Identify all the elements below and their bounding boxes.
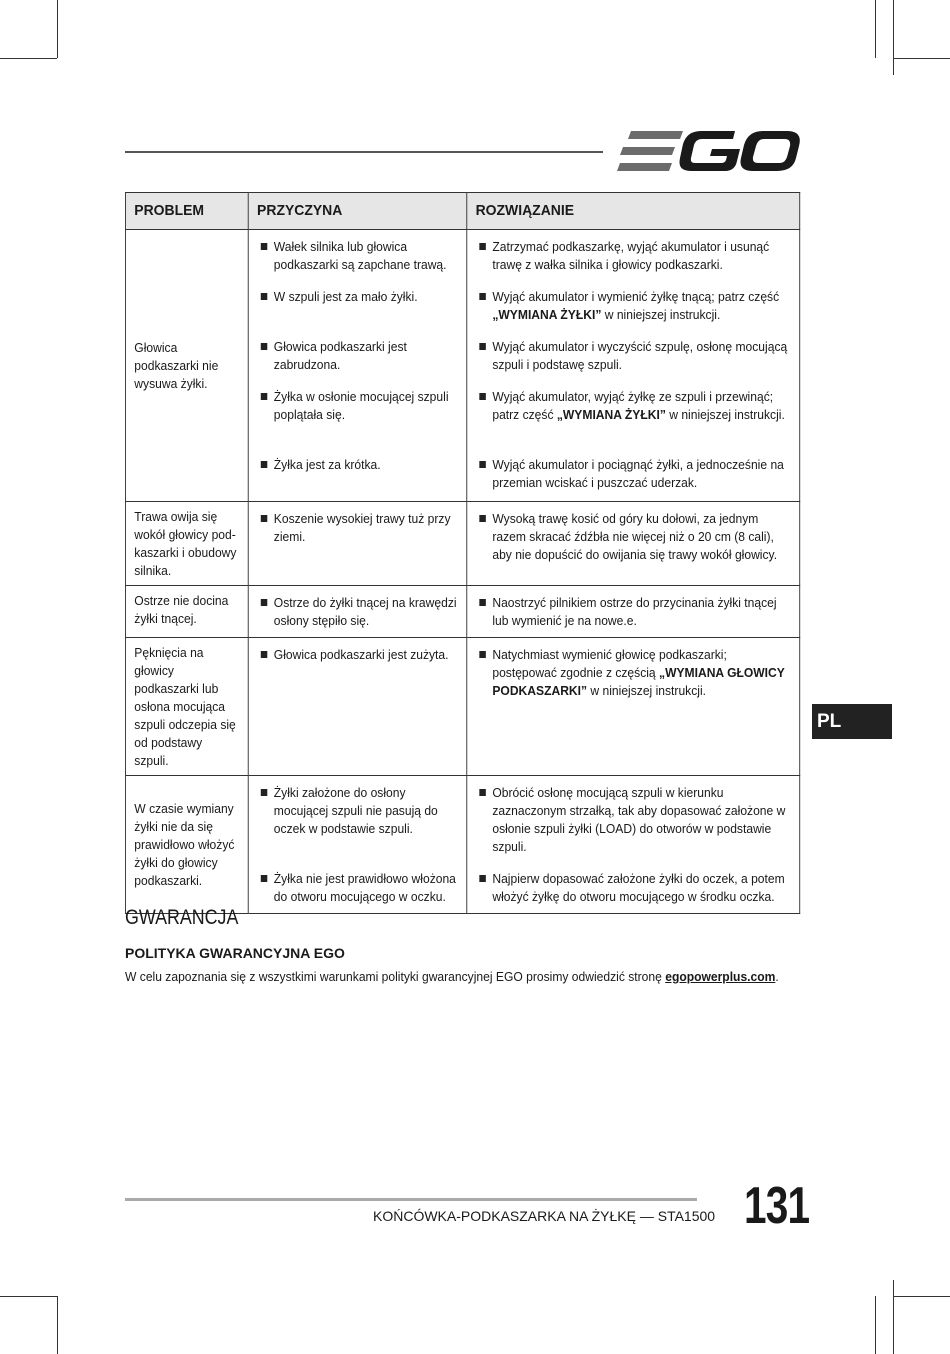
solution-item — [476, 238, 791, 276]
solution-item — [476, 646, 791, 700]
table-row — [125, 230, 799, 502]
cause-text: Żyłka w osłonie mocującej szpuli poplątała się. — [273, 389, 449, 422]
problem-text: Pęknięcia na głowicy podkaszarki lub osłona mocująca szpuli odczepia się od podstawy szpuli. — [134, 645, 236, 768]
troubleshooting-table — [125, 192, 800, 914]
solution-text: Obrócić osłonę mocującą szpuli w kierunku zaznaczonym strzałką, tak aby dopasować założone w osłonie szpuli żyłki (LOAD) do otworów w podstawie szpuli. — [492, 785, 786, 854]
solution-text: w niniejszej instrukcji. — [587, 683, 706, 698]
solution-cell — [467, 502, 800, 586]
cause-text: Wałek silnika lub głowica podkaszarki są zapchane trawą. — [273, 239, 447, 272]
cause-cell — [248, 638, 467, 776]
cause-text: Żyłka nie jest prawidłowo włożona do otworu mocującego w oczku. — [273, 871, 456, 904]
cause-text: W szpuli jest za mało żyłki. — [273, 289, 418, 304]
table-row — [125, 502, 799, 586]
bullet-icon — [479, 461, 486, 468]
cause-cell — [248, 230, 467, 502]
warranty-link[interactable]: egopowerplus.com — [665, 969, 776, 984]
problem-text: Trawa owija się wokół głowicy pod-kaszarki i obudowy silnika. — [134, 509, 237, 578]
footer-title: KOŃCÓWKA-PODKASZARKA NA ŻYŁKĘ — STA1500 — [373, 1208, 716, 1224]
cause-item — [257, 238, 458, 276]
table-row — [125, 586, 799, 638]
bullet-icon — [479, 343, 486, 350]
crop-mark — [57, 1296, 58, 1354]
solution-text: Wyjąć akumulator i wymienić żyłkę tnącą; patrz część — [492, 289, 780, 304]
warranty-text — [125, 969, 779, 984]
solution-text: w niniejszej instrukcji. — [601, 307, 721, 322]
solution-item — [476, 388, 791, 444]
bullet-icon — [261, 515, 268, 522]
bullet-icon — [261, 599, 268, 606]
crop-mark — [0, 1296, 57, 1297]
cause-cell — [248, 586, 467, 638]
cause-text: Ostrze do żyłki tnącej na krawędzi osłony stępiło się. — [273, 595, 457, 628]
footer-rule — [125, 1198, 697, 1201]
cause-item — [257, 646, 458, 664]
crop-mark — [875, 0, 876, 58]
cause-cell — [248, 776, 467, 914]
solution-text: Wyjąć akumulator, wyjąć żyłkę ze szpuli i przewinąć; patrz część — [492, 389, 774, 422]
bullet-icon — [261, 651, 268, 658]
solution-item — [476, 870, 791, 906]
warranty-end: . — [775, 969, 779, 984]
solution-item — [476, 288, 791, 326]
bullet-icon — [479, 789, 486, 796]
warranty-title: GWARANCJA — [125, 906, 239, 929]
bullet-icon — [479, 515, 486, 522]
solution-cell — [467, 586, 800, 638]
section-reference: „WYMIANA ŻYŁKI” — [556, 407, 666, 422]
cause-item — [257, 338, 458, 376]
table-row — [125, 776, 799, 914]
crop-mark — [893, 1280, 894, 1354]
crop-mark — [893, 58, 950, 59]
header-rule — [125, 151, 603, 153]
bullet-icon — [261, 461, 268, 468]
problem-cell — [125, 776, 248, 914]
problem-text: Ostrze nie docina żyłki tnącej. — [134, 593, 229, 626]
problem-cell — [125, 586, 248, 638]
crop-mark — [57, 0, 58, 58]
cause-item — [257, 870, 458, 906]
solution-text: w niniejszej instrukcji. — [665, 407, 785, 422]
bullet-icon — [261, 789, 268, 796]
problem-cell — [125, 230, 248, 502]
solution-item — [476, 456, 791, 494]
table-header-row — [125, 193, 799, 230]
column-header-problem: PROBLEM — [125, 193, 248, 230]
cause-text: Żyłka jest za krótka. — [273, 457, 381, 472]
solution-cell — [467, 776, 800, 914]
cause-text: Głowica podkaszarki jest zabrudzona. — [273, 339, 407, 372]
solution-item — [476, 784, 791, 858]
warranty-subtitle: POLITYKA GWARANCYJNA EGO — [125, 945, 345, 961]
solution-text: Wyjąć akumulator i wyczyścić szpulę, osłonę mocującą szpuli i podstawę szpuli. — [492, 339, 788, 372]
bullet-icon — [479, 393, 486, 400]
bullet-icon — [261, 875, 268, 882]
cause-item — [257, 784, 458, 858]
bullet-icon — [261, 243, 268, 250]
table-row — [125, 638, 799, 776]
cause-text: Koszenie wysokiej trawy tuż przy ziemi. — [273, 511, 451, 544]
solution-cell — [467, 638, 800, 776]
bullet-icon — [479, 243, 486, 250]
problem-text: W czasie wymiany żyłki nie da się prawidłowo włożyć żyłki do głowicy podkaszarki. — [134, 801, 235, 888]
problem-text: Głowica podkaszarki nie wysuwa żyłki. — [134, 340, 219, 391]
solution-text: Natychmiast wymienić głowicę podkaszarki; postępować zgodnie z częścią — [492, 647, 727, 680]
bullet-icon — [479, 293, 486, 300]
cause-item — [257, 288, 458, 326]
section-reference: „WYMIANA GŁOWICY PODKASZARKI” — [492, 665, 785, 698]
bullet-icon — [261, 293, 268, 300]
cause-cell — [248, 502, 467, 586]
cause-item — [257, 510, 458, 546]
solution-text: Wysoką trawę kosić od góry ku dołowi, za jednym razem skracać źdźbła nie więcej niż o 20 cm (8 cali), aby nie dopuścić do owijania się trawy wokół głowicy. — [492, 511, 778, 562]
solution-cell — [467, 230, 800, 502]
bullet-icon — [479, 599, 486, 606]
ego-logo — [617, 128, 801, 174]
crop-mark — [0, 58, 57, 59]
cause-item — [257, 456, 458, 494]
cause-text: Głowica podkaszarki jest zużyta. — [273, 647, 449, 662]
language-tab: PL — [812, 704, 892, 739]
bullet-icon — [479, 651, 486, 658]
cause-item — [257, 388, 458, 444]
solution-text: Zatrzymać podkaszarkę, wyjąć akumulator i usunąć trawę z wałka silnika i głowicy podkaszarki. — [492, 239, 770, 272]
solution-text: Wyjąć akumulator i pociągnąć żyłki, a jednocześnie na przemian wciskać i puszczać uderzak. — [492, 457, 784, 490]
bullet-icon — [261, 343, 268, 350]
cause-item — [257, 594, 458, 630]
solution-item — [476, 594, 791, 630]
solution-item — [476, 510, 791, 564]
bullet-icon — [479, 875, 486, 882]
crop-mark — [875, 1296, 876, 1354]
problem-cell — [125, 502, 248, 586]
problem-cell — [125, 638, 248, 776]
page-number: 131 — [744, 1177, 810, 1235]
crop-mark — [893, 1296, 950, 1297]
section-reference: „WYMIANA ŻYŁKI” — [492, 307, 602, 322]
cause-text: Żyłki założone do osłony mocującej szpuli nie pasują do oczek w podstawie szpuli. — [273, 785, 438, 836]
solution-text: Najpierw dopasować założone żyłki do oczek, a potem włożyć żyłkę do otworu mocującego w środku oczka. — [492, 871, 785, 904]
solution-item — [476, 338, 791, 376]
column-header-solution: ROZWIĄZANIE — [467, 193, 800, 230]
warranty-body: W celu zapoznania się z wszystkimi warunkami polityki gwarancyjnej EGO prosimy odwiedzić stronę — [125, 969, 666, 984]
bullet-icon — [261, 393, 268, 400]
column-header-cause: PRZYCZYNA — [248, 193, 467, 230]
crop-mark — [893, 0, 894, 75]
solution-text: Naostrzyć pilnikiem ostrze do przycinania żyłki tnącej lub wymienić je na nowe.e. — [492, 595, 777, 628]
